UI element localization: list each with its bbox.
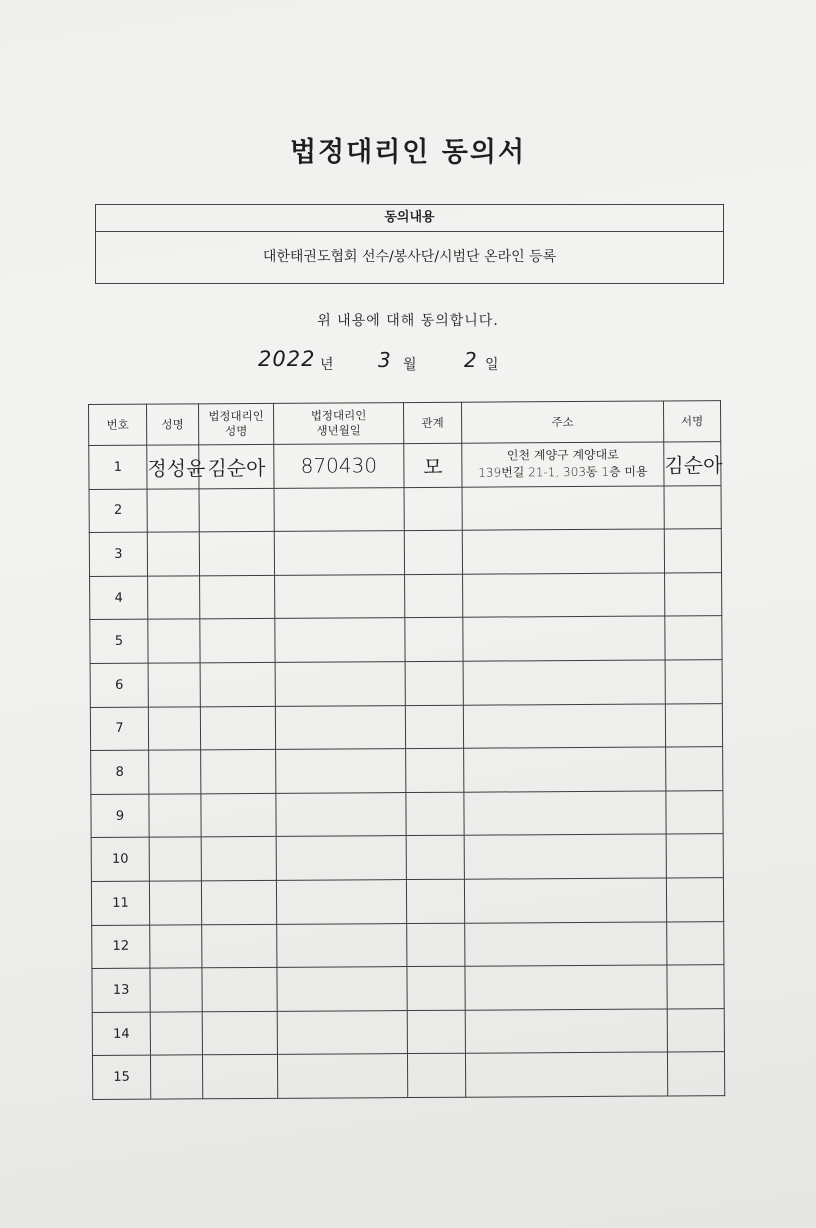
cell-name — [150, 1012, 202, 1056]
cell-no: 1 — [89, 445, 147, 489]
date-line — [0, 346, 816, 376]
cell-relation — [407, 966, 465, 1010]
cell-no: 8 — [91, 750, 149, 794]
cell-guardian-birth — [275, 662, 405, 706]
cell-signature — [664, 485, 721, 529]
cell-guardian-name — [202, 1055, 277, 1099]
consent-content-box — [95, 204, 724, 284]
table-row — [91, 878, 723, 925]
cell-guardian-name — [201, 750, 276, 794]
cell-address — [463, 573, 665, 618]
cell-guardian-name — [201, 880, 276, 924]
cell-name — [147, 532, 199, 576]
cell-relation — [406, 879, 464, 923]
cell-no: 14 — [92, 1012, 150, 1056]
cell-signature — [667, 965, 724, 1009]
cell-signature — [667, 1052, 724, 1096]
cell-address — [465, 922, 667, 967]
cell-guardian-birth — [277, 967, 407, 1011]
table-row — [91, 790, 723, 837]
cell-guardian-name — [200, 706, 275, 750]
cell-guardian-name — [202, 967, 277, 1011]
cell-name — [148, 576, 200, 620]
cell-relation — [405, 705, 463, 749]
date-month: 3 — [378, 348, 391, 372]
cell-no: 6 — [90, 663, 148, 707]
cell-address — [462, 486, 664, 531]
cell-signature — [666, 790, 723, 834]
cell-address — [463, 704, 665, 749]
table-row — [90, 616, 722, 663]
header-guardian-name: 법정대리인 성명 — [199, 403, 274, 444]
address-line-2: 139번길 21-1, 303동 1층 미용 — [478, 464, 648, 480]
cell-address — [464, 747, 666, 792]
cell-relation — [407, 1054, 465, 1098]
cell-guardian-name — [202, 1011, 277, 1055]
cell-signature — [666, 747, 723, 791]
cell-guardian-name — [201, 793, 276, 837]
cell-guardian-birth — [276, 749, 406, 793]
cell-no: 10 — [91, 837, 149, 881]
cell-signature — [667, 921, 724, 965]
cell-signature — [665, 572, 722, 616]
cell-no: 12 — [92, 925, 150, 969]
cell-address — [465, 965, 667, 1010]
table-row — [90, 703, 722, 750]
cell-signature: 김순아 — [664, 442, 721, 486]
table-row — [91, 747, 723, 794]
cell-name — [148, 706, 200, 750]
cell-guardian-name — [200, 575, 275, 619]
cell-guardian-birth — [276, 792, 406, 836]
cell-no: 11 — [91, 881, 149, 925]
cell-relation — [405, 574, 463, 618]
table-row — [89, 485, 721, 532]
cell-name — [149, 750, 201, 794]
cell-guardian-birth — [275, 705, 405, 749]
cell-relation — [407, 923, 465, 967]
cell-name — [149, 837, 201, 881]
cell-guardian-birth — [276, 880, 406, 924]
cell-relation — [404, 487, 462, 531]
cell-name: 정성윤 — [147, 445, 199, 489]
cell-address — [462, 529, 664, 574]
agreement-statement: 위 내용에 대해 동의합니다. — [317, 313, 499, 329]
cell-guardian-birth: 870430 — [274, 444, 404, 488]
cell-guardian-birth — [277, 1010, 407, 1054]
guardian-roster-table — [88, 400, 725, 1100]
table-row — [89, 529, 721, 576]
cell-signature — [666, 834, 723, 878]
cell-relation — [406, 836, 464, 880]
table-row — [91, 834, 723, 881]
table-row — [92, 921, 724, 968]
cell-name — [149, 794, 201, 838]
cell-signature — [665, 703, 722, 747]
cell-relation — [406, 748, 464, 792]
date-day: 2 — [464, 348, 477, 372]
cell-guardian-birth — [275, 574, 405, 618]
cell-signature — [666, 878, 723, 922]
cell-name — [148, 663, 200, 707]
cell-name — [150, 968, 202, 1012]
cell-address — [463, 616, 665, 661]
cell-guardian-birth — [277, 923, 407, 967]
table-row — [92, 965, 724, 1012]
cell-name — [147, 488, 199, 532]
header-no: 번호 — [89, 404, 147, 445]
cell-guardian-name — [199, 532, 274, 576]
cell-name — [148, 619, 200, 663]
table-row — [92, 1008, 724, 1055]
cell-guardian-name — [200, 662, 275, 706]
cell-guardian-birth — [274, 531, 404, 575]
cell-no: 15 — [92, 1055, 150, 1099]
header-signature: 서명 — [663, 401, 720, 442]
cell-no: 13 — [92, 968, 150, 1012]
consent-heading: 동의내용 — [96, 205, 723, 232]
cell-signature — [667, 1008, 724, 1052]
cell-guardian-birth — [276, 836, 406, 880]
table-row — [90, 660, 722, 707]
cell-no: 2 — [89, 489, 147, 533]
cell-guardian-birth — [274, 487, 404, 531]
cell-guardian-birth — [277, 1054, 407, 1098]
table-row — [90, 572, 722, 619]
consent-content: 대한태권도협회 선수/봉사단/시범단 온라인 등록 — [262, 249, 557, 265]
cell-signature — [664, 529, 721, 573]
cell-address — [464, 834, 666, 879]
cell-address — [465, 1052, 667, 1097]
cell-signature — [665, 616, 722, 660]
table-row — [89, 442, 721, 489]
cell-no: 3 — [89, 532, 147, 576]
table-row — [92, 1052, 724, 1099]
cell-name — [149, 881, 201, 925]
cell-no: 9 — [91, 794, 149, 838]
cell-address — [463, 660, 665, 705]
cell-address — [465, 1009, 667, 1054]
cell-guardian-name — [201, 837, 276, 881]
cell-signature — [665, 660, 722, 704]
cell-no: 7 — [90, 707, 148, 751]
form-title: 법정대리인 동의서 — [289, 137, 527, 168]
date-year: 2022 — [258, 347, 316, 371]
cell-guardian-birth — [275, 618, 405, 662]
date-day-label: 일 — [485, 357, 499, 373]
cell-address — [464, 878, 666, 923]
cell-guardian-name: 김순아 — [199, 444, 274, 488]
cell-relation — [406, 792, 464, 836]
cell-relation — [407, 1010, 465, 1054]
cell-relation — [404, 530, 462, 574]
cell-name — [150, 924, 202, 968]
cell-relation — [405, 618, 463, 662]
cell-name — [150, 1055, 202, 1099]
header-guardian-birth: 법정대리인 생년월일 — [273, 403, 403, 445]
cell-address — [464, 791, 666, 836]
table-header-row — [89, 401, 721, 446]
header-name: 성명 — [147, 404, 199, 445]
date-year-label: 년 — [320, 357, 334, 373]
cell-relation: 모 — [404, 443, 462, 487]
date-month-label: 월 — [403, 357, 417, 373]
cell-guardian-name — [200, 619, 275, 663]
header-address: 주소 — [461, 401, 663, 443]
cell-relation — [405, 661, 463, 705]
cell-guardian-name — [199, 488, 274, 532]
cell-no: 5 — [90, 620, 148, 664]
cell-no: 4 — [90, 576, 148, 620]
address-line-1: 인천 계양구 계양대로 — [506, 448, 619, 463]
cell-guardian-name — [202, 924, 277, 968]
cell-address — [462, 442, 664, 487]
header-relation: 관계 — [403, 402, 461, 443]
